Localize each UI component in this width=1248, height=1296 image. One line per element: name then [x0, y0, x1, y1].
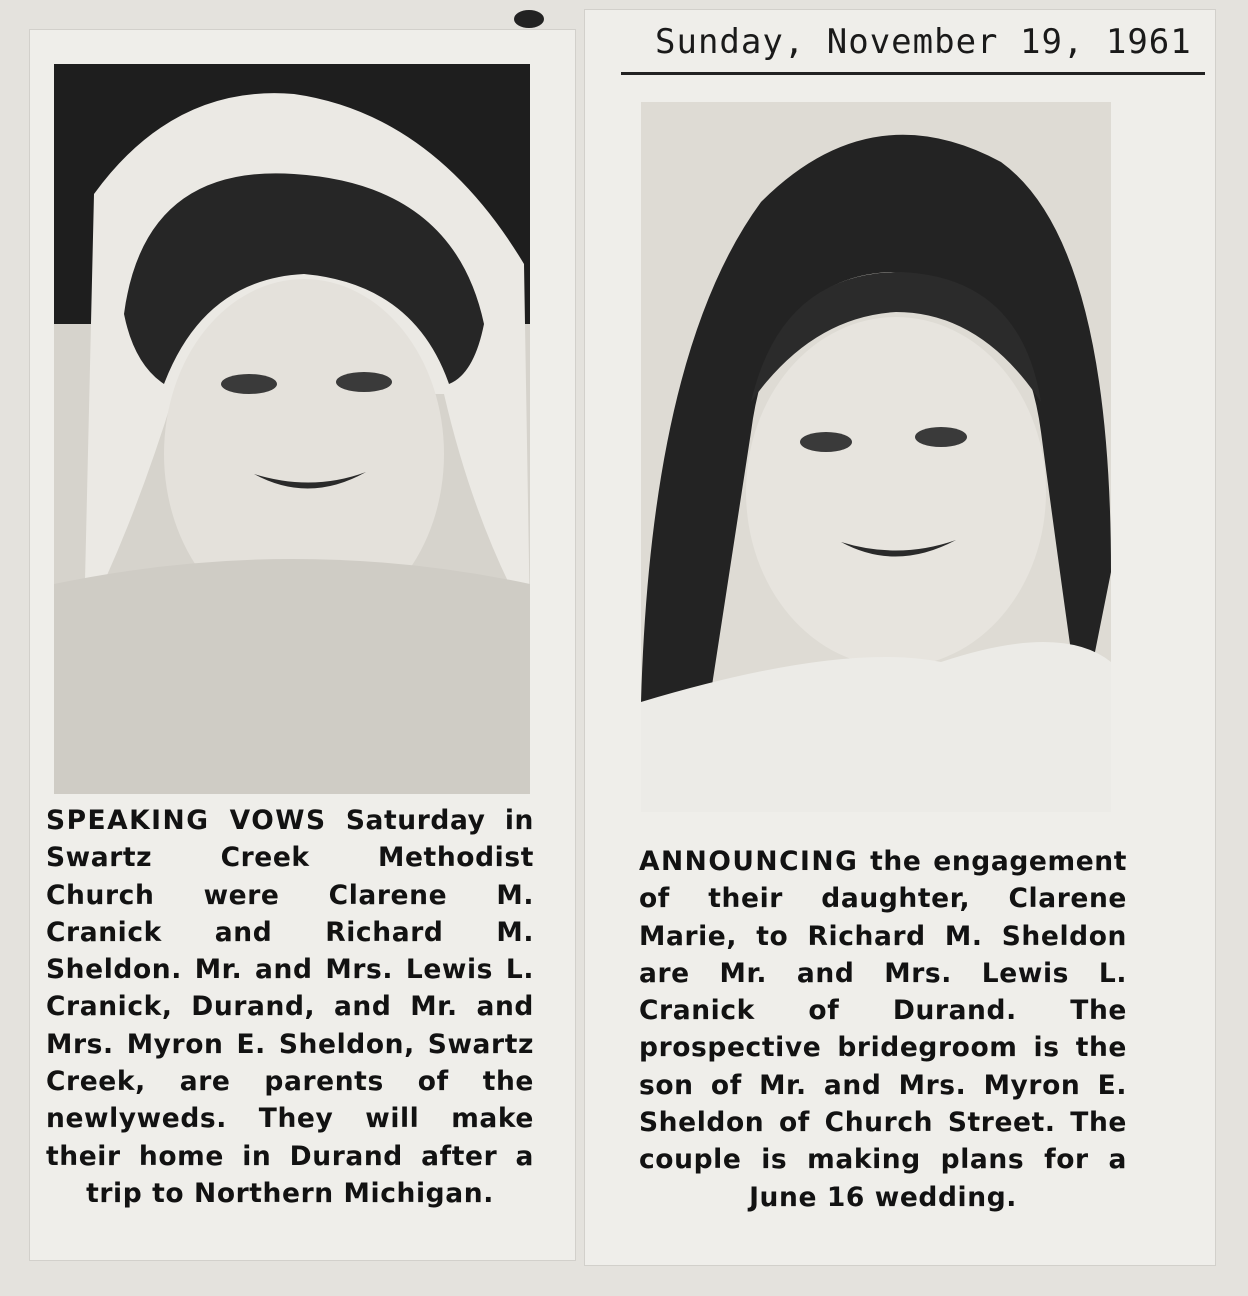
engagement-portrait-photo — [641, 102, 1111, 812]
engagement-clipping — [585, 10, 1215, 1265]
dateline-rule — [621, 72, 1205, 75]
newspaper-dateline: Sunday, November 19, 1961 — [655, 22, 1192, 62]
bride-portrait-photo — [54, 64, 530, 794]
engagement-caption — [639, 843, 1127, 1216]
wedding-clipping — [30, 30, 575, 1260]
engagement-caption-body: the engagement of their daughter, Clarene Marie, to Richard M. Sheldon are Mr. and Mrs. Lewis L. Cranick of Durand. The prospective bridegroom is the son of Mr. and Mrs. Myron E. Sheldon of Church Street. The couple is making plans for a June 16 wedding. — [639, 846, 1128, 1213]
engagement-caption-lead: ANNOUNCING — [639, 846, 859, 877]
wedding-caption — [46, 802, 534, 1212]
paper-speck — [514, 10, 544, 28]
wedding-caption-lead: SPEAKING VOWS — [46, 805, 327, 836]
wedding-caption-body: Saturday in Swartz Creek Methodist Church were Clarene M. Cranick and Richard M. Sheldon. Mr. and Mrs. Lewis L. Cranick, Durand, and Mr. and Mrs. Myron E. Sheldon, Swartz Creek, are parents of the newlyweds. They will make their home in Durand after a trip to Northern Michigan. — [46, 805, 534, 1209]
